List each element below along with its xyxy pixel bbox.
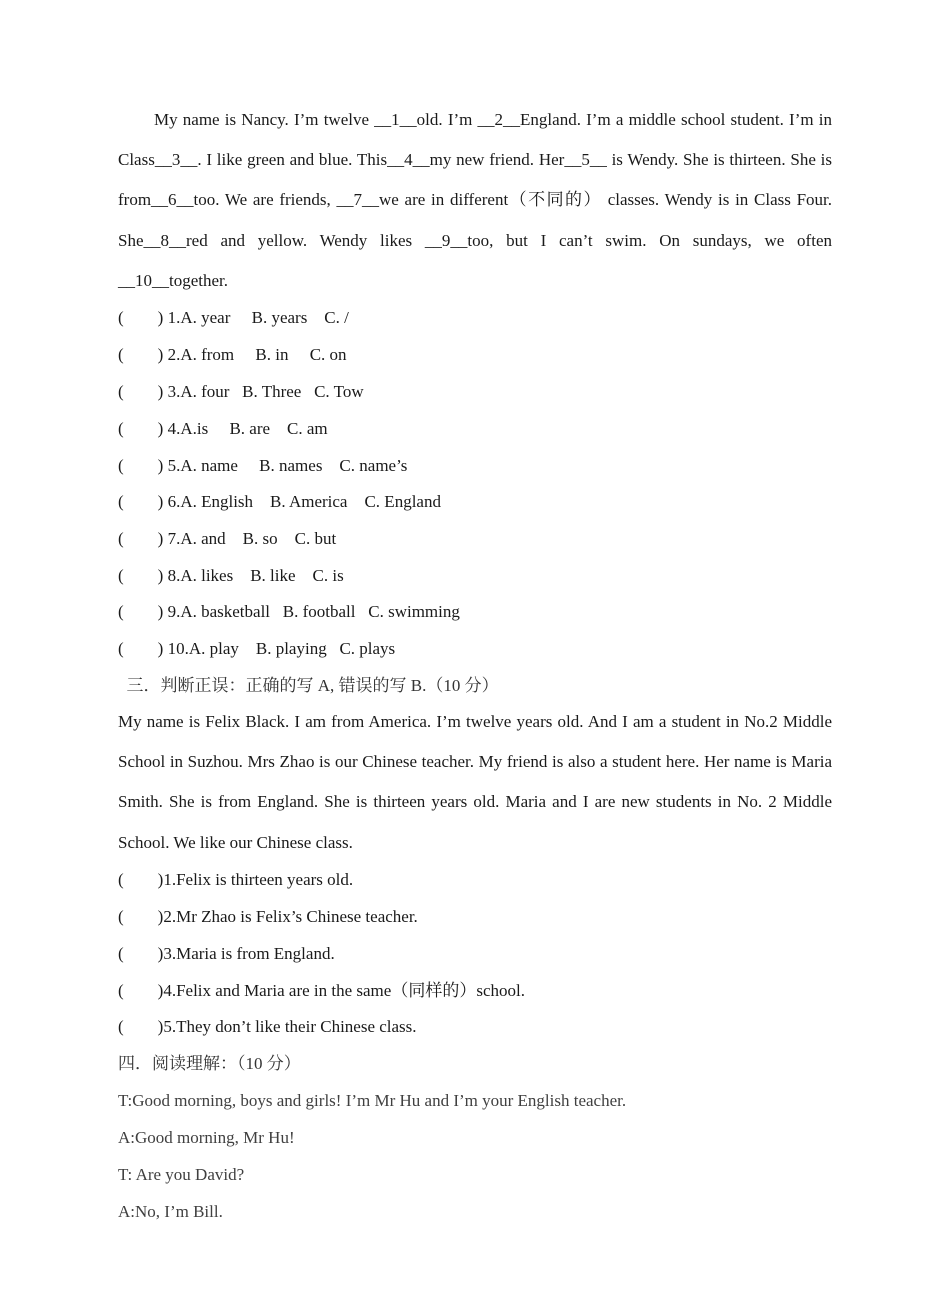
passage-felix: My name is Felix Black. I am from America. I’m twelve years old. And I am a student in No.2 Middle School in Suzhou. Mrs Zhao is our Chinese teacher. My friend is also a student here. Her name is Maria Smith. She is from England. She is thirteen years old. Maria and I are new students in No. 2 Middle School. We like our Chinese class.	[118, 712, 832, 852]
tf-question-2: ( )2.Mr Zhao is Felix’s Chinese teacher.	[118, 907, 418, 926]
tf-question-3: ( )3.Maria is from England.	[118, 944, 335, 963]
tf-question-1: ( )1.Felix is thirteen years old.	[118, 870, 354, 889]
dialogue-line-1: T:Good morning, boys and girls! I’m Mr Hu and I’m your English teacher.	[118, 1091, 627, 1110]
cloze-question-8: ( ) 8.A. likes B. like C. is	[118, 566, 344, 585]
cloze-question-5: ( ) 5.A. name B. names C. name’s	[118, 456, 408, 475]
section-3-title: 三．判断正误：正确的写 A, 错误的写 B.（10 分）	[118, 676, 499, 695]
cloze-question-1: ( ) 1.A. year B. years C. /	[118, 308, 349, 327]
cloze-question-2: ( ) 2.A. from B. in C. on	[118, 345, 347, 364]
dialogue-line-4: A:No, I’m Bill.	[118, 1202, 223, 1221]
cloze-question-3: ( ) 3.A. four B. Three C. Tow	[118, 382, 364, 401]
tf-question-4: ( )4.Felix and Maria are in the same（同样的）school.	[118, 981, 525, 1000]
dialogue-line-3: T: Are you David?	[118, 1165, 245, 1184]
cloze-question-7: ( ) 7.A. and B. so C. but	[118, 529, 337, 548]
tf-question-5: ( )5.They don’t like their Chinese class.	[118, 1017, 417, 1036]
dialogue-line-2: A:Good morning, Mr Hu!	[118, 1128, 295, 1147]
cloze-question-9: ( ) 9.A. basketball B. football C. swimming	[118, 602, 460, 621]
passage-nancy: My name is Nancy. I’m twelve __1__old. I’m __2__England. I’m a middle school student. I’m in Class__3__. I like green and blue. This__4__my new friend. Her__5__ is Wendy. She is thirteen. She is from__6__too. We are friends, __7__we are in different（不同的） classes. Wendy is in Class Four. She__8__red and yellow. Wendy likes __9__too, but I can’t swim. On sundays, we often __10__together.	[118, 110, 832, 290]
section-4-title: 四．阅读理解：（10 分）	[118, 1054, 301, 1073]
cloze-passage	[118, 100, 832, 301]
cloze-question-4: ( ) 4.A.is B. are C. am	[118, 419, 328, 438]
reading-passage	[118, 702, 832, 863]
cloze-question-10: ( ) 10.A. play B. playing C. plays	[118, 639, 396, 658]
cloze-question-6: ( ) 6.A. English B. America C. England	[118, 492, 441, 511]
